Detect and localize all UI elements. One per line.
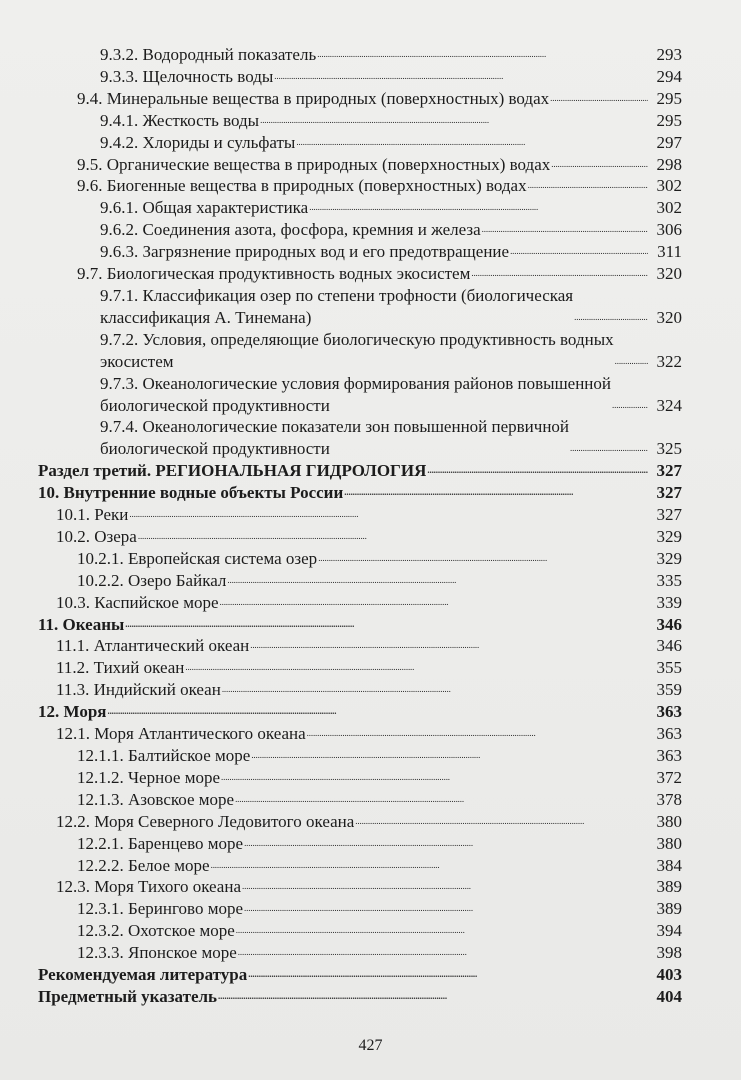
- toc-entry-title: [100, 219, 481, 241]
- toc-entry: [38, 745, 682, 767]
- dot-leader: [273, 66, 648, 88]
- toc-entry-title-line: 12. Моря: [38, 702, 107, 722]
- toc-entry-title-line: 9.4. Минеральные вещества в природных (поверхностных) водах: [77, 88, 550, 108]
- toc-entry-page: 372: [656, 767, 682, 787]
- dot-leader: [611, 395, 648, 417]
- toc-entry-title-line: 9.3.3. Щелочность воды: [100, 66, 274, 86]
- toc-entry-page: 380: [656, 833, 682, 853]
- toc-entry-title-line: биологической продуктивности: [100, 395, 330, 415]
- dot-leader: [316, 44, 648, 66]
- toc-entry-page: 311: [657, 242, 682, 262]
- toc-entry-page: 329: [656, 526, 682, 546]
- page-number: 427: [358, 1037, 383, 1054]
- toc-entry-title: [56, 723, 306, 745]
- toc-entry-title-line: 12.1. Моря Атлантического океана: [56, 724, 306, 744]
- toc-entry-title-line: 10.3. Каспийское море: [56, 592, 219, 612]
- toc-entry: [38, 833, 682, 855]
- toc-entry: [38, 548, 682, 570]
- toc-entry-title-line: 9.6.2. Соединения азота, фосфора, кремния и железа: [100, 220, 481, 240]
- toc-entry: [38, 482, 682, 504]
- dot-leader: [220, 767, 648, 789]
- toc-entry-title-line: 12.2.1. Баренцево море: [77, 833, 244, 853]
- toc-entry-title-line: Рекомендуемая литература: [38, 965, 248, 985]
- toc-entry: [38, 679, 682, 701]
- toc-entry-page: 346: [656, 614, 682, 634]
- toc-entry-page: 322: [656, 351, 682, 371]
- toc-entry-title: [56, 526, 137, 548]
- toc-entry-title: [77, 88, 549, 110]
- dot-leader: [354, 811, 648, 833]
- toc-entry-title: [77, 789, 234, 811]
- toc-entry: [38, 460, 682, 482]
- toc-entry-title: [56, 811, 354, 833]
- dot-leader: [569, 438, 648, 460]
- toc-entry: [38, 855, 682, 877]
- toc-entry-page: 363: [656, 746, 682, 765]
- toc-entry: [38, 263, 682, 285]
- toc-entry-title: [77, 154, 550, 176]
- toc-entry-title: [77, 898, 243, 920]
- dot-leader: [470, 263, 648, 285]
- dot-leader: [221, 679, 648, 701]
- toc-entry: [38, 88, 682, 110]
- toc-entry-title: [77, 942, 237, 964]
- toc-entry-title-line: 12.2.2. Белое море: [77, 855, 210, 875]
- toc-entry-title-line: Раздел третий. РЕГИОНАЛЬНАЯ ГИДРОЛОГИЯ: [38, 461, 427, 481]
- toc-entry-page: 329: [656, 548, 682, 568]
- dot-leader: [241, 876, 648, 898]
- toc-entry-title: [77, 548, 317, 570]
- toc-entry-page: 327: [656, 505, 682, 525]
- toc-entry-title-line: 12.1.2. Черное море: [77, 767, 220, 787]
- toc-entry: [38, 942, 682, 964]
- dot-leader: [573, 307, 648, 329]
- dot-leader: [549, 88, 648, 110]
- toc-entry-title-line: экосистем: [100, 351, 174, 371]
- toc-entry: [38, 132, 682, 154]
- toc-entry-page: 297: [656, 132, 682, 152]
- toc-entry-title: [100, 197, 308, 219]
- dot-leader: [426, 460, 648, 482]
- toc-entry-title-line: 11.1. Атлантический океан: [56, 636, 250, 656]
- toc-entry-title: [38, 701, 106, 723]
- toc-entry-title-line: 9.7.1. Классификация озер по степени трофности (биологическая: [100, 285, 574, 305]
- toc-entry: [38, 876, 682, 898]
- dot-leader: [481, 219, 648, 241]
- toc-entry-title: [38, 482, 343, 504]
- toc-entry-page: 302: [656, 198, 682, 218]
- toc-entry-page: 404: [656, 986, 682, 1006]
- toc-entry-title: [100, 373, 611, 417]
- toc-entry: [38, 219, 682, 241]
- toc-entry-page: 298: [656, 154, 682, 174]
- toc-entry: [38, 110, 682, 132]
- toc-entry-title-line: 9.7.2. Условия, определяющие биологическую продуктивность водных: [100, 329, 614, 349]
- dot-leader: [243, 898, 648, 920]
- toc-entry: [38, 504, 682, 526]
- toc-entry-page: 327: [656, 483, 682, 503]
- toc-entry-title-line: 9.7.4. Океанологические показатели зон повышенной первичной: [100, 417, 570, 437]
- toc-entry: [38, 197, 682, 219]
- dot-leader: [550, 154, 648, 176]
- toc-entry: [38, 416, 682, 460]
- toc-entry: [38, 175, 682, 197]
- dot-leader: [250, 745, 648, 767]
- toc-entry-page: 302: [656, 176, 682, 196]
- toc-entry-page: 320: [656, 307, 682, 327]
- dot-leader: [137, 526, 648, 548]
- dot-leader: [308, 197, 648, 219]
- toc-entry: [38, 526, 682, 548]
- toc-entry-title: [38, 460, 426, 482]
- toc-entry-page: 293: [656, 45, 682, 64]
- table-of-contents: [38, 44, 682, 1008]
- toc-entry-page: 346: [656, 636, 682, 656]
- toc-entry-title-line: 9.7.3. Океанологические условия формирования районов повышенной: [100, 373, 611, 393]
- toc-entry-title-line: 9.7. Биологическая продуктивность водных экосистем: [77, 264, 471, 284]
- toc-entry-title-line: 9.6. Биогенные вещества в природных (поверхностных) водах: [77, 176, 527, 196]
- toc-entry-title: [56, 635, 249, 657]
- toc-entry-title-line: 10.1. Реки: [56, 505, 129, 525]
- toc-entry-title: [56, 592, 219, 614]
- dot-leader: [124, 614, 648, 636]
- toc-entry: [38, 241, 682, 263]
- toc-entry-page: 384: [656, 855, 682, 875]
- toc-entry-title: [77, 570, 226, 592]
- toc-entry-title-line: 11.3. Индийский океан: [56, 680, 221, 700]
- toc-entry-page: 403: [656, 965, 682, 985]
- toc-entry-page: 295: [656, 110, 682, 130]
- dot-leader: [226, 570, 648, 592]
- toc-entry-page: 355: [656, 658, 682, 678]
- dot-leader: [306, 723, 648, 745]
- toc-entry-title-line: классификация А. Тинемана): [100, 307, 312, 327]
- toc-entry-page: 380: [656, 811, 682, 831]
- toc-entry-title: [77, 920, 235, 942]
- dot-leader: [237, 942, 648, 964]
- toc-entry: [38, 329, 682, 373]
- toc-entry-page: 294: [656, 66, 682, 86]
- toc-entry-page: 306: [656, 220, 682, 240]
- dot-leader: [184, 657, 648, 679]
- toc-entry-page: 398: [656, 943, 682, 963]
- toc-entry: [38, 986, 682, 1008]
- toc-entry: [38, 285, 682, 329]
- toc-entry-title: [56, 657, 184, 679]
- toc-entry-title-line: Предметный указатель: [38, 986, 218, 1006]
- toc-entry: [38, 44, 682, 66]
- toc-entry-page: 359: [656, 680, 682, 700]
- toc-entry-title: [100, 285, 573, 329]
- toc-entry-page: 324: [656, 395, 682, 415]
- toc-entry-title: [100, 66, 273, 88]
- toc-entry-title: [38, 614, 124, 636]
- toc-entry-title-line: 12.1.1. Балтийское море: [77, 746, 251, 765]
- toc-entry-title: [77, 833, 243, 855]
- toc-entry-title: [56, 679, 221, 701]
- toc-entry-title-line: 9.4.1. Жесткость воды: [100, 110, 260, 130]
- toc-entry-title: [100, 110, 259, 132]
- toc-entry-page: 394: [656, 921, 682, 941]
- toc-entry-page: 389: [656, 899, 682, 919]
- dot-leader: [106, 701, 648, 723]
- dot-leader: [343, 482, 648, 504]
- dot-leader: [243, 833, 648, 855]
- toc-entry-title-line: 10.2.2. Озеро Байкал: [77, 570, 227, 590]
- dot-leader: [295, 132, 648, 154]
- toc-entry-title-line: 10.2.1. Европейская система озер: [77, 548, 318, 568]
- dot-leader: [247, 964, 648, 986]
- toc-entry: [38, 657, 682, 679]
- toc-entry-title-line: биологической продуктивности: [100, 439, 330, 459]
- toc-entry: [38, 154, 682, 176]
- toc-entry: [38, 592, 682, 614]
- toc-entry-title-line: 9.6.1. Общая характеристика: [100, 198, 309, 218]
- toc-entry-page: 339: [656, 592, 682, 612]
- toc-entry-page: 327: [656, 461, 682, 481]
- dot-leader: [249, 635, 648, 657]
- toc-entry-title: [100, 44, 316, 66]
- dot-leader: [259, 110, 648, 132]
- toc-entry-title: [100, 416, 569, 460]
- dot-leader: [217, 986, 648, 1008]
- toc-entry: [38, 920, 682, 942]
- toc-entry: [38, 964, 682, 986]
- toc-entry: [38, 789, 682, 811]
- toc-entry: [38, 635, 682, 657]
- toc-entry-title: [38, 986, 217, 1008]
- toc-entry-title-line: 9.4.2. Хлориды и сульфаты: [100, 132, 296, 152]
- toc-entry: [38, 373, 682, 417]
- toc-entry-page: 389: [656, 877, 682, 897]
- toc-entry-title: [100, 132, 295, 154]
- dot-leader: [527, 175, 648, 197]
- toc-entry: [38, 811, 682, 833]
- toc-entry-title: [100, 241, 509, 263]
- dot-leader: [614, 351, 648, 373]
- toc-entry-page: 320: [656, 264, 682, 284]
- toc-entry-title: [77, 175, 527, 197]
- dot-leader: [509, 241, 648, 263]
- toc-entry-title-line: 12.1.3. Азовское море: [77, 789, 235, 809]
- toc-entry-title-line: 10.2. Озера: [56, 526, 137, 546]
- toc-entry-page: 363: [656, 724, 682, 744]
- toc-entry-title: [56, 876, 241, 898]
- toc-entry-title: [56, 504, 128, 526]
- toc-entry-title: [77, 767, 220, 789]
- toc-entry-page: 335: [656, 570, 682, 590]
- toc-entry-title-line: 12.3.3. Японское море: [77, 943, 237, 963]
- toc-entry-title: [38, 964, 247, 986]
- toc-entry-title-line: 10. Внутренние водные объекты России: [38, 483, 344, 503]
- toc-entry-title-line: 12.2. Моря Северного Ледовитого океана: [56, 811, 355, 831]
- toc-entry-title-line: 11. Океаны: [38, 614, 125, 634]
- toc-entry: [38, 570, 682, 592]
- toc-entry-title: [77, 855, 210, 877]
- dot-leader: [235, 920, 648, 942]
- toc-entry-title-line: 9.3.2. Водородный показатель: [100, 45, 317, 64]
- toc-entry-title-line: 11.2. Тихий океан: [56, 658, 185, 678]
- toc-entry-title-line: 12.3.1. Берингово море: [77, 899, 244, 919]
- dot-leader: [317, 548, 648, 570]
- toc-entry: [38, 898, 682, 920]
- dot-leader: [234, 789, 648, 811]
- toc-entry: [38, 767, 682, 789]
- toc-entry: [38, 614, 682, 636]
- toc-entry: [38, 701, 682, 723]
- toc-entry-title-line: 12.3.2. Охотское море: [77, 921, 235, 941]
- toc-entry-page: 295: [656, 88, 682, 108]
- toc-entry-page: 325: [656, 439, 682, 459]
- toc-entry-title: [100, 329, 614, 373]
- toc-entry: [38, 66, 682, 88]
- dot-leader: [219, 592, 649, 614]
- toc-entry-title: [77, 745, 250, 767]
- dot-leader: [210, 855, 648, 877]
- toc-entry-page: 363: [656, 702, 682, 722]
- dot-leader: [128, 504, 648, 526]
- toc-entry-page: 378: [656, 789, 682, 809]
- toc-entry-title-line: 9.5. Органические вещества в природных (поверхностных) водах: [77, 154, 551, 174]
- toc-entry-title-line: 9.6.3. Загрязнение природных вод и его предотвращение: [100, 242, 510, 262]
- toc-entry-title: [77, 263, 470, 285]
- toc-entry: [38, 723, 682, 745]
- toc-entry-title-line: 12.3. Моря Тихого океана: [56, 877, 241, 897]
